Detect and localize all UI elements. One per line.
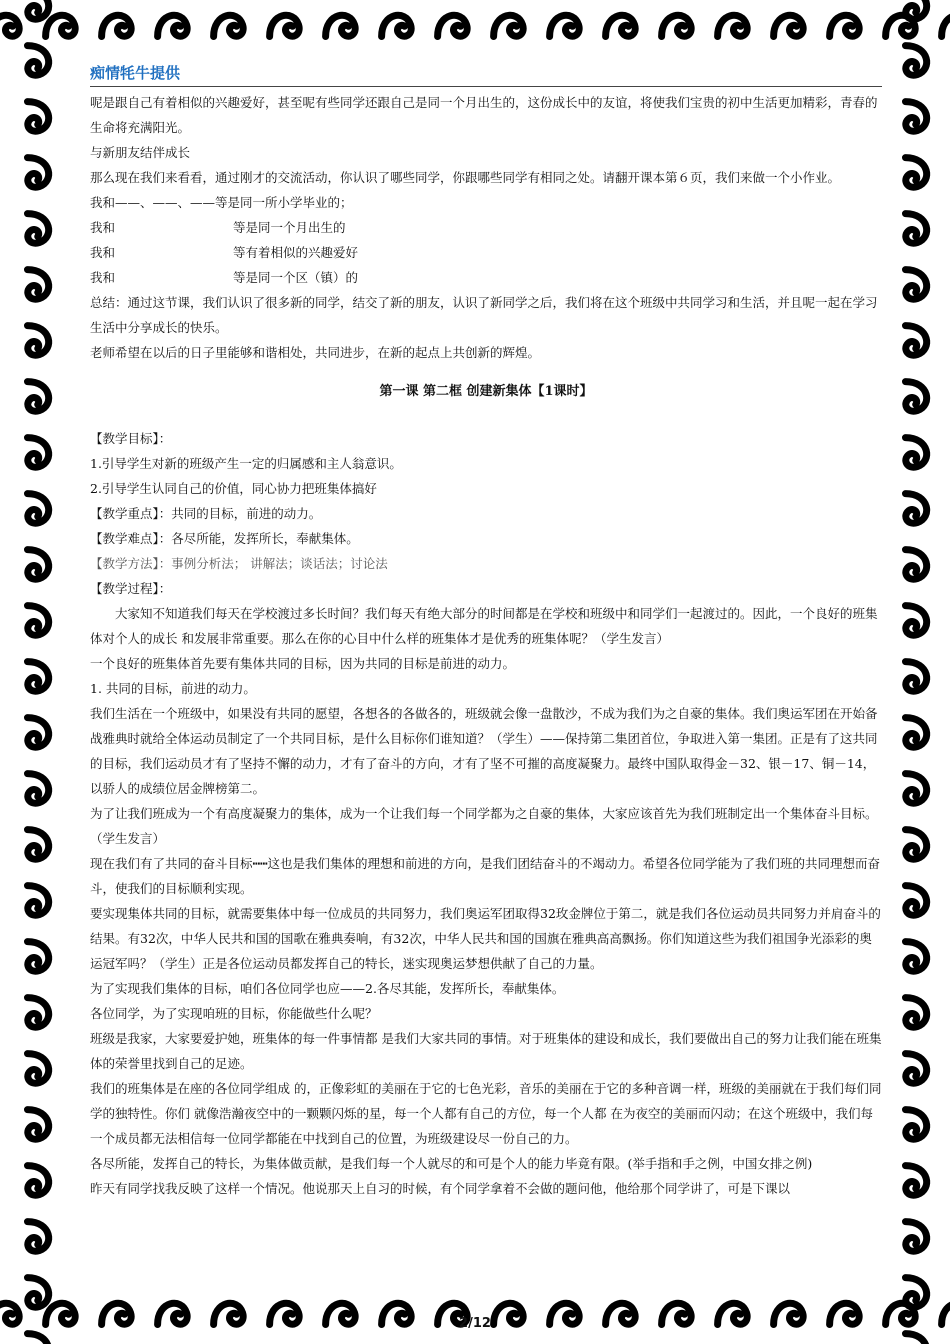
section-title: 第一课 第二框 创建新集体【1课时】: [379, 384, 593, 399]
paragraph: 各尽所能，发挥自己的特长，为集体做贡献，是我们每一个人就尽的和可是个人的能力毕竟有限。(举手指和手之例，中国女排之例): [90, 1156, 813, 1171]
paragraph: 那么现在我们来看看，通过刚才的交流活动，你认识了哪些同学，你跟哪些同学有相同之处。请翻开课本第６页，我们来做一个小作业。: [90, 170, 841, 185]
scroll-motif: [28, 102, 49, 132]
scroll-motif: [906, 1054, 927, 1084]
scroll-motif: [326, 15, 356, 36]
scroll-motif: [270, 15, 300, 36]
scroll-motif: [550, 1303, 580, 1324]
paragraph: 与新朋友结伴成长: [90, 145, 191, 160]
scroll-motif: [28, 1222, 49, 1252]
paragraph: 我们的班集体是在座的各位同学组成 的，正像彩虹的美丽在于它的七色光彩，音乐的美丽在于它的多种音调一样，班级的美丽就在于我们每们同学的独特性。你们 就像浩瀚夜空中的一颗颗闪烁的星，每一个人都有自己的方位，每一个人都 在为夜空的美丽而闪动；在这个班级中，我们每一个成员都无法相信每一位同学都能在中找到自己的位置，为班级建设尽一份自己的力。: [90, 1081, 882, 1146]
paragraph: 一个良好的班集体首先要有集体共同的目标，因为共同的目标是前进的动力。: [90, 656, 516, 671]
scroll-motif: [906, 326, 927, 356]
scroll-motif: [158, 1303, 188, 1324]
page-number: 2/12: [459, 1316, 491, 1331]
paragraph: 1. 共同的目标，前进的动力。: [90, 681, 256, 696]
fill-in-row: [90, 240, 882, 265]
fill-in-row: [90, 265, 882, 290]
scroll-motif: [906, 1222, 927, 1252]
scroll-motif: [28, 46, 49, 76]
scroll-motif: [906, 662, 927, 692]
scroll-motif: [906, 0, 927, 19]
scroll-pattern: [0, 0, 72, 1344]
teaching-methods: 【教学方法】：事例分析法； 讲解法；谈话法；讨论法: [90, 556, 388, 571]
scroll-motif: [102, 1303, 132, 1324]
scroll-motif: [906, 998, 927, 1028]
fill-in-text: 等是同一个月出生的: [233, 220, 346, 235]
paragraph: 我和——、——、——等是同一所小学毕业的；: [90, 195, 353, 210]
scroll-motif: [214, 1303, 244, 1324]
paragraph: 为了让我们班成为一个有高度凝聚力的集体，成为一个让我们每一个同学都为之自豪的集体，大家应该首先为我们班制定出一个集体奋斗目标。（学生发言）: [90, 806, 878, 846]
scroll-motif: [28, 158, 49, 188]
paragraph: 要实现集体共同的目标，就需要集体中每一位成员的共同努力，我们奥运军团取得32玫金牌位于第二，就是我们各位运动员共同努力并肩奋斗的结果。有32次，中华人民共和国的国歌在雅典奏响，有32次，中华人民共和国的国旗在雅典高高飘扬。你们知道这些为我们祖国争光添彩的奥运冠军吗？（学生）正是各位运动员都发挥自己的特长，迷实现奥运梦想供献了自己的力量。: [90, 906, 881, 971]
scroll-motif: [158, 15, 188, 36]
scroll-motif: [718, 15, 748, 36]
objectives-label: 【教学目标】：: [90, 431, 172, 446]
scroll-motif: [270, 1303, 300, 1324]
scroll-motif: [662, 1303, 692, 1324]
objective-item: 1.引导学生对新的班级产生一定的归属感和主人翁意识。: [90, 456, 402, 471]
paragraph: 为了实现我们集体的目标，咱们各位同学也应——2.各尽其能，发挥所长，奉献集体。: [90, 981, 565, 996]
scroll-motif: [906, 550, 927, 580]
scroll-motif: [906, 494, 927, 524]
scroll-motif: [906, 438, 927, 468]
lesson-process-body: [90, 601, 882, 1201]
fill-in-label: 我和: [90, 270, 116, 285]
scroll-motif: [906, 46, 927, 76]
scroll-motif: [28, 494, 49, 524]
scroll-motif: [382, 1303, 412, 1324]
scroll-motif: [28, 662, 49, 692]
scroll-pattern: [0, 0, 950, 56]
scroll-motif: [438, 15, 468, 36]
scroll-motif: [606, 1303, 636, 1324]
scroll-pattern: [878, 0, 950, 1344]
scroll-motif: [102, 15, 132, 36]
scroll-motif: [906, 1334, 927, 1344]
scroll-motif: [28, 942, 49, 972]
paragraph: 呢是跟自己有着相似的兴趣爱好，甚至呢有些同学还跟自己是同一个月出生的，这份成长中的友谊，将使我们宝贵的初中生活更加精彩，青春的生命将充满阳光。: [90, 95, 878, 135]
scroll-motif: [28, 382, 49, 412]
scroll-motif: [906, 102, 927, 132]
decorative-border-right: [878, 0, 950, 1344]
scroll-motif: [718, 1303, 748, 1324]
scroll-motif: [28, 1334, 49, 1344]
scroll-motif: [906, 1110, 927, 1140]
paragraph: 总结：通过这节课，我们认识了很多新的同学，结交了新的朋友，认识了新同学之后，我们将在这个班级中共同学习和生活，并且呢一起在学习生活中分享成长的快乐。: [90, 295, 878, 335]
scroll-motif: [28, 718, 49, 748]
scroll-motif: [28, 886, 49, 916]
scroll-motif: [326, 1303, 356, 1324]
scroll-motif: [906, 606, 927, 636]
scroll-motif: [906, 214, 927, 244]
scroll-motif: [830, 15, 860, 36]
scroll-motif: [28, 774, 49, 804]
document-page: [90, 62, 882, 1201]
scroll-motif: [28, 550, 49, 580]
difficulty: 【教学难点】：各尽所能，发挥所长，奉献集体。: [90, 531, 359, 546]
scroll-motif: [906, 1166, 927, 1196]
scroll-motif: [28, 606, 49, 636]
scroll-motif: [906, 382, 927, 412]
scroll-motif: [382, 15, 412, 36]
scroll-motif: [28, 270, 49, 300]
paragraph: 老师希望在以后的日子里能够和谐相处，共同进步，在新的起点上共创新的辉煌。: [90, 345, 541, 360]
decorative-border-left: [0, 0, 72, 1344]
paragraph: 班级是我家，大家要爱护她，班集体的每一件事情都 是我们大家共同的事情。对于班集体的建设和成长，我们要做出自己的努力让我们能在班集体的荣誉里找到自己的足迹。: [90, 1031, 882, 1071]
scroll-motif: [28, 326, 49, 356]
scroll-motif: [28, 998, 49, 1028]
fill-in-label: 我和: [90, 245, 116, 260]
paragraph: 大家知不知道我们每天在学校渡过多长时间？我们每天有绝大部分的时间都是在学校和班级中和同学们一起渡过的。因此，一个良好的班集体对个人的成长 和发展非常重要。那么在你的心目中什么样的班集体才是优秀的班集体呢？（学生发言）: [90, 606, 878, 646]
scroll-motif: [906, 942, 927, 972]
scroll-motif: [28, 1278, 49, 1308]
scroll-motif: [906, 270, 927, 300]
decorative-border-top: [0, 0, 950, 56]
fill-in-text: 等是同一个区（镇）的: [233, 270, 359, 285]
scroll-motif: [906, 718, 927, 748]
scroll-motif: [550, 15, 580, 36]
process-label: 【教学过程】：: [90, 581, 172, 596]
fill-in-label: 我和: [90, 220, 116, 235]
scroll-motif: [906, 1278, 927, 1308]
objective-item: 2.引导学生认同自己的价值，同心协力把班集体搞好: [90, 481, 377, 496]
scroll-motif: [28, 0, 49, 19]
scroll-motif: [662, 15, 692, 36]
page-header: 痴情牦牛提供: [90, 62, 882, 87]
scroll-motif: [28, 1166, 49, 1196]
scroll-motif: [830, 1303, 860, 1324]
scroll-motif: [906, 158, 927, 188]
scroll-motif: [28, 830, 49, 860]
scroll-motif: [906, 886, 927, 916]
scroll-motif: [606, 15, 636, 36]
paragraph: 各位同学，为了实现咱班的目标，你能做些什么呢？: [90, 1006, 378, 1021]
paragraph: 昨天有同学找我反映了这样一个情况。他说那天上自习的时候，有个同学拿着不会做的题问他，他给那个同学讲了，可是下课以: [90, 1181, 791, 1196]
scroll-motif: [494, 15, 524, 36]
scroll-motif: [774, 1303, 804, 1324]
key-point: 【教学重点】：共同的目标，前进的动力。: [90, 506, 322, 521]
scroll-motif: [28, 1054, 49, 1084]
scroll-motif: [28, 214, 49, 244]
scroll-motif: [906, 830, 927, 860]
document-body: [90, 90, 882, 1201]
scroll-motif: [214, 15, 244, 36]
paragraph: 我们生活在一个班级中，如果没有共同的愿望，各想各的各做各的，班级就会像一盘散沙，不成为我们为之自豪的集体。我们奥运军团在开始备战雅典时就给全体运动员制定了一个共同目标，是什么目标你们谁知道？（学生）——保持第二集团首位，争取进入第一集团。正是有了这共同的目标，我们运动员才有了坚持不懈的动力，才有了奋斗的方向，才有了坚不可摧的高度凝聚力。最终中国队取得金－32、银－17、铜－14，以骄人的成绩位居金牌榜第二。: [90, 706, 878, 796]
paragraph: 现在我们有了共同的奋斗目标┅┅这也是我们集体的理想和前进的方向，是我们团结奋斗的不竭动力。希望各位同学能为了我们班的共同理想而奋斗，使我们的目标顺利实现。: [90, 856, 881, 896]
scroll-motif: [906, 774, 927, 804]
scroll-motif: [28, 1110, 49, 1140]
scroll-motif: [774, 15, 804, 36]
scroll-motif: [28, 438, 49, 468]
fill-in-text: 等有着相似的兴趣爱好: [233, 245, 359, 260]
fill-in-row: [90, 215, 882, 240]
